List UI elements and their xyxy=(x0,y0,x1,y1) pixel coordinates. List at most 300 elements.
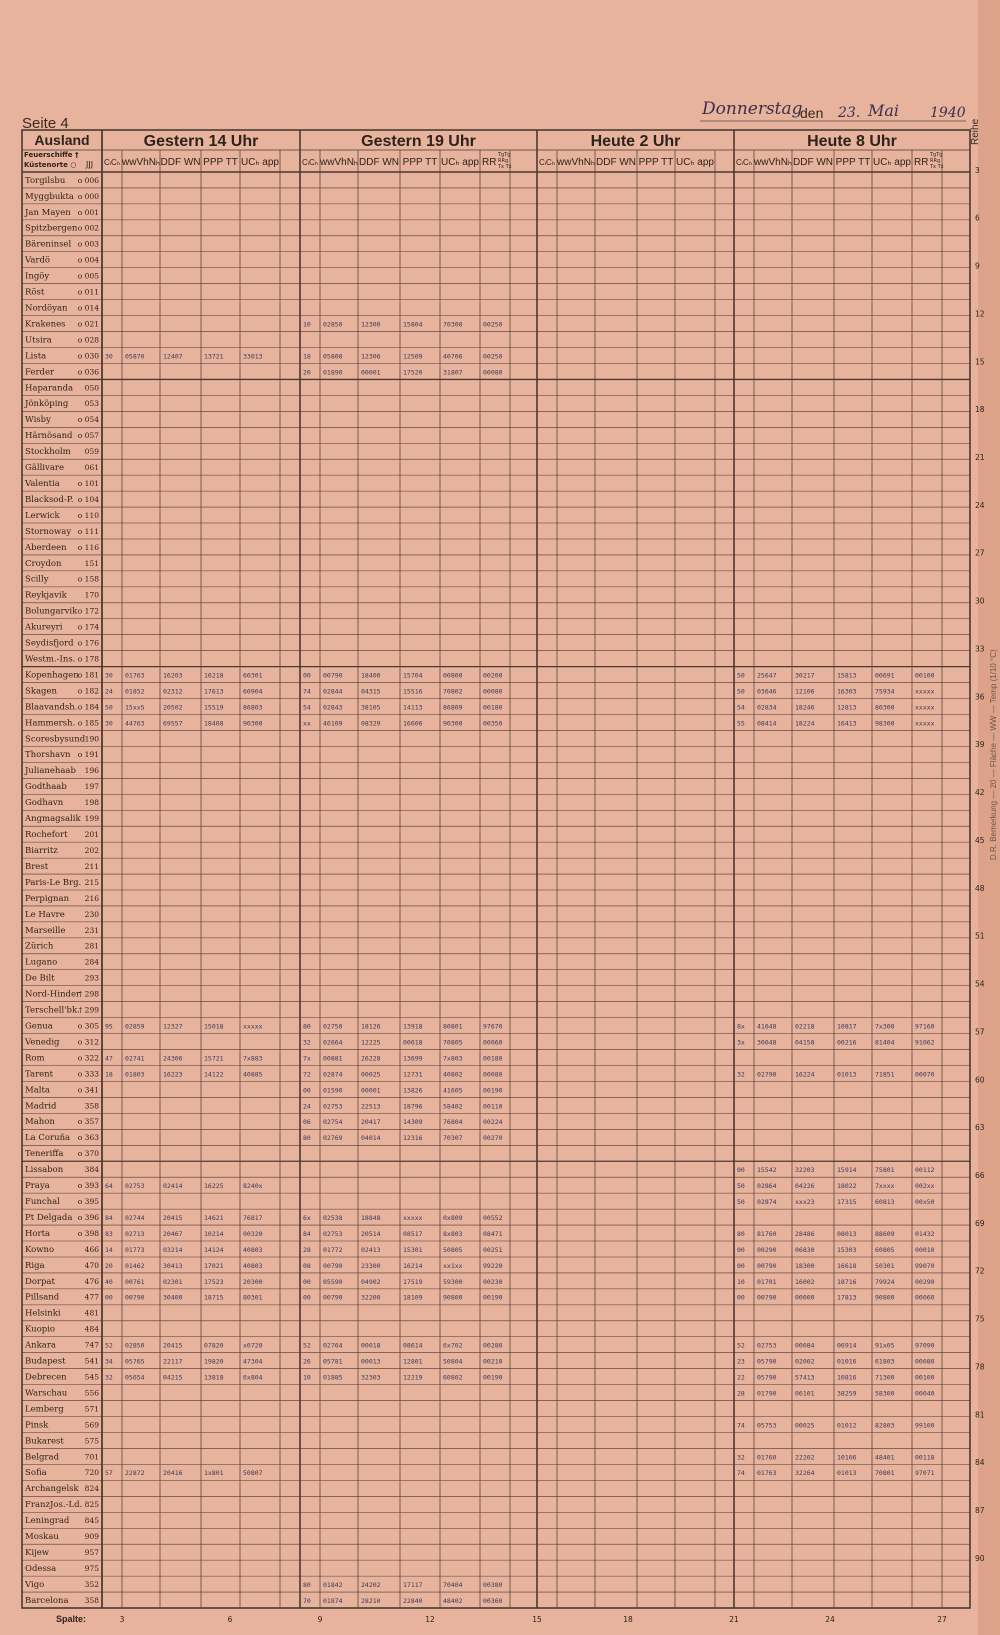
col-header: DDF WN xyxy=(596,157,636,168)
obs-value: 00790 xyxy=(323,1261,343,1270)
footer-number: 12 xyxy=(425,1615,435,1624)
obs-value: 00 xyxy=(303,671,311,680)
station-name: Riga xyxy=(25,1260,45,1271)
obs-value: 08329 xyxy=(361,719,381,728)
obs-value: 01013 xyxy=(837,1469,857,1478)
station-name: Dorpat xyxy=(25,1276,55,1287)
obs-value: 16223 xyxy=(163,1070,183,1079)
obs-value: 22 xyxy=(737,1373,745,1382)
side-note: D.R. Bemerkung — 20 — Fläche — WW — Temp (1/10 °C) xyxy=(989,649,998,860)
obs-value: 22513 xyxy=(361,1102,381,1111)
station-name: Terschell'bk. xyxy=(25,1005,80,1016)
col-header: PPP TT xyxy=(203,157,238,168)
obs-value: 61803 xyxy=(875,1357,895,1366)
obs-value: 24 xyxy=(105,687,113,696)
obs-value: xxxxx xyxy=(915,703,935,712)
obs-value: 00 xyxy=(303,1293,311,1302)
station-code: o 184 xyxy=(77,702,99,712)
group-header-3: Heute 2 Uhr xyxy=(590,133,681,150)
table-row xyxy=(24,543,99,553)
obs-value: 00018 xyxy=(361,1341,381,1350)
station-code: 476 xyxy=(84,1276,99,1286)
obs-value: 16224 xyxy=(795,1070,815,1079)
table-row xyxy=(25,1404,99,1414)
col-header: UCₕ app xyxy=(676,157,714,168)
obs-value: 00112 xyxy=(915,1166,935,1175)
station-code: o 178 xyxy=(77,654,99,664)
obs-value: 02713 xyxy=(125,1229,145,1238)
station-name: Skagen xyxy=(25,686,57,697)
page-label: Seite 4 xyxy=(22,115,69,132)
obs-value: 80300 xyxy=(875,703,895,712)
obs-value: 32 xyxy=(737,1070,745,1079)
obs-value: 13721 xyxy=(204,352,224,361)
obs-value: 46109 xyxy=(323,719,343,728)
obs-value: 02753 xyxy=(323,1229,343,1238)
obs-value: 00180 xyxy=(483,1054,503,1063)
station-name: Debrecen xyxy=(25,1372,67,1383)
rr-subheader: TgTg xyxy=(498,152,511,158)
obs-value: 10 xyxy=(303,320,311,329)
station-code: o 370 xyxy=(77,1149,99,1159)
table-row xyxy=(25,607,99,617)
obs-value: 47 xyxy=(105,1054,113,1063)
date-month: Mai xyxy=(868,101,900,120)
obs-value: 00250 xyxy=(483,352,503,361)
obs-value: 60802 xyxy=(443,1373,463,1382)
station-code: o 305 xyxy=(77,1021,99,1031)
obs-value: 16618 xyxy=(837,1261,857,1270)
station-code: 825 xyxy=(84,1500,99,1510)
obs-value: 7x883 xyxy=(243,1054,263,1063)
obs-value: 15519 xyxy=(204,703,224,712)
station-name: Vardö xyxy=(25,255,51,266)
obs-value: 70300 xyxy=(443,320,463,329)
obs-value: 00070 xyxy=(915,1070,935,1079)
obs-value: 50807 xyxy=(243,1469,263,1478)
obs-value: 06 xyxy=(303,1118,311,1127)
obs-value: 15804 xyxy=(403,320,423,329)
table-row xyxy=(25,383,99,393)
obs-value: 40803 xyxy=(243,1261,263,1270)
obs-value: 47304 xyxy=(243,1357,263,1366)
obs-value: 50805 xyxy=(443,1245,463,1254)
station-code: 059 xyxy=(84,447,99,457)
station-name: Lemberg xyxy=(25,1404,64,1415)
reihe-number: 39 xyxy=(975,740,985,750)
station-code: 575 xyxy=(84,1436,99,1446)
obs-value: 50 xyxy=(105,703,113,712)
obs-value: 14113 xyxy=(403,703,423,712)
obs-value: 14122 xyxy=(204,1070,224,1079)
obs-value: 10 xyxy=(303,1373,311,1382)
obs-value: xxxxx xyxy=(403,1213,423,1222)
station-code: o 021 xyxy=(77,319,99,329)
obs-value: 12300 xyxy=(361,320,381,329)
obs-value: 01701 xyxy=(757,1277,777,1286)
station-name: Blacksod-P. xyxy=(25,494,74,505)
station-code: o 028 xyxy=(77,335,99,345)
station-name: Angmagsalik xyxy=(25,814,81,825)
obs-value: 22840 xyxy=(403,1596,423,1605)
station-name: Stockholm xyxy=(25,447,71,458)
obs-value: 05800 xyxy=(323,352,343,361)
obs-value: 12813 xyxy=(837,703,857,712)
obs-value: 04315 xyxy=(361,687,381,696)
obs-value: 02864 xyxy=(757,1182,777,1191)
obs-value: 02744 xyxy=(125,1213,145,1222)
obs-value: 30413 xyxy=(163,1261,183,1270)
station-code: 909 xyxy=(84,1532,99,1542)
station-name: Hammersh. xyxy=(25,718,76,729)
col-header: wwVhNₕ xyxy=(122,157,160,168)
station-code: 061 xyxy=(84,463,99,473)
station-code: o 341 xyxy=(77,1085,99,1095)
reihe-number: 18 xyxy=(975,405,985,415)
obs-value: 00180 xyxy=(483,703,503,712)
station-code: o 363 xyxy=(77,1133,99,1143)
station-name: Venedig xyxy=(25,1037,60,1048)
station-name: Budapest xyxy=(25,1356,66,1367)
obs-value: 16606 xyxy=(403,719,423,728)
obs-value: 00250 xyxy=(483,320,503,329)
table-row xyxy=(24,1484,99,1494)
reihe-number: 69 xyxy=(975,1218,985,1228)
obs-value: 05590 xyxy=(323,1277,343,1286)
obs-value: 90300 xyxy=(443,719,463,728)
obs-value: 24202 xyxy=(361,1580,381,1589)
station-name: Reykjavik xyxy=(25,590,67,601)
obs-value: 50804 xyxy=(443,1357,463,1366)
station-code: o 104 xyxy=(77,494,99,504)
table-row xyxy=(24,399,99,409)
obs-value: 80 xyxy=(303,1134,311,1143)
station-code: o 396 xyxy=(77,1212,99,1222)
station-name: Wisby xyxy=(25,415,51,426)
obs-value: 04215 xyxy=(163,1373,183,1382)
station-code: 151 xyxy=(84,558,99,568)
obs-value: 01803 xyxy=(125,1070,145,1079)
obs-value: 20514 xyxy=(361,1229,381,1238)
obs-value: 50301 xyxy=(875,1261,895,1270)
table-row xyxy=(24,814,99,824)
station-code: 484 xyxy=(84,1324,99,1334)
station-code: 747 xyxy=(84,1340,99,1350)
station-code: o 393 xyxy=(77,1181,99,1191)
obs-value: 00790 xyxy=(323,671,343,680)
obs-value: 02844 xyxy=(323,687,343,696)
obs-value: 00001 xyxy=(361,368,381,377)
obs-value: 16413 xyxy=(837,719,857,728)
obs-value: 00800 xyxy=(443,671,463,680)
obs-value: 50 xyxy=(737,1198,745,1207)
table-row xyxy=(25,1516,99,1526)
col-header: DDF WN xyxy=(793,157,833,168)
obs-value: 00084 xyxy=(795,1341,815,1350)
obs-value: 02414 xyxy=(163,1182,183,1191)
station-code: 197 xyxy=(84,782,99,792)
reihe-number: 30 xyxy=(975,596,985,606)
obs-value: 01760 xyxy=(757,1453,777,1462)
reihe-number: 57 xyxy=(975,1027,985,1037)
obs-value: 26 xyxy=(303,1357,311,1366)
obs-value: 10816 xyxy=(837,1373,857,1382)
obs-value: 15301 xyxy=(403,1245,423,1254)
obs-value: 40885 xyxy=(243,1070,263,1079)
obs-value: 02753 xyxy=(323,1102,343,1111)
station-code: o 006 xyxy=(77,175,99,185)
obs-value: 00190 xyxy=(483,1293,503,1302)
reihe-number: 36 xyxy=(975,692,985,702)
obs-value: 54 xyxy=(737,703,745,712)
obs-value: 70404 xyxy=(443,1580,463,1589)
reihe-number: 12 xyxy=(975,309,985,319)
obs-value: 05765 xyxy=(125,1357,145,1366)
obs-value: 00350 xyxy=(483,719,503,728)
group-header-2: Gestern 19 Uhr xyxy=(361,133,476,150)
station-code: o 014 xyxy=(77,303,99,313)
station-name: Röst xyxy=(25,287,45,298)
station-code: 281 xyxy=(84,941,99,951)
rr-subheader: Tx Tx xyxy=(498,164,512,170)
obs-value: 10 xyxy=(737,1277,745,1286)
obs-value: 23 xyxy=(737,1357,745,1366)
obs-value: 86803 xyxy=(243,703,263,712)
obs-value: 00190 xyxy=(483,1373,503,1382)
reihe-number: 27 xyxy=(975,548,985,558)
station-code: 231 xyxy=(84,925,99,935)
obs-value: 40706 xyxy=(443,352,463,361)
obs-value: 03646 xyxy=(757,687,777,696)
obs-value: 01013 xyxy=(837,1070,857,1079)
rr-subheader: TgTg xyxy=(930,152,943,158)
station-name: Jönköping xyxy=(25,399,69,410)
col-header: PPP TT xyxy=(638,157,674,168)
obs-value: 30400 xyxy=(163,1293,183,1302)
obs-value: 00118 xyxy=(915,1453,935,1462)
obs-value: 00080 xyxy=(915,1357,935,1366)
obs-value: 00013 xyxy=(361,1357,381,1366)
obs-value: 15721 xyxy=(204,1054,224,1063)
reihe-number: 75 xyxy=(975,1314,985,1324)
obs-value: 18109 xyxy=(403,1293,423,1302)
table-row xyxy=(25,224,99,234)
obs-value: 00025 xyxy=(361,1070,381,1079)
station-name: Krakenes xyxy=(25,319,66,330)
station-name: Praya xyxy=(25,1181,50,1192)
obs-value: 00 xyxy=(303,1086,311,1095)
obs-value: 08471 xyxy=(483,1229,503,1238)
obs-value: 18716 xyxy=(837,1277,857,1286)
station-name: Kijew xyxy=(25,1548,50,1559)
reihe-number: 42 xyxy=(975,788,985,798)
date-day: 23. xyxy=(838,105,861,121)
obs-value: 57413 xyxy=(795,1373,815,1382)
obs-value: 18 xyxy=(303,352,311,361)
reihe-number: 87 xyxy=(975,1506,985,1516)
obs-value: 90800 xyxy=(875,1293,895,1302)
col-header: RR xyxy=(914,157,929,168)
obs-value: 00552 xyxy=(483,1213,503,1222)
obs-value: 70801 xyxy=(875,1469,895,1478)
obs-value: 04226 xyxy=(795,1182,815,1191)
col-header: UCₕ app xyxy=(873,157,911,168)
obs-value: 04902 xyxy=(361,1277,381,1286)
station-name: Nordöyan xyxy=(25,303,68,314)
obs-value: 02874 xyxy=(757,1198,777,1207)
footer-number: 6 xyxy=(227,1615,233,1624)
obs-value: 57 xyxy=(105,1469,113,1478)
station-name: Godthaab xyxy=(25,782,67,793)
obs-value: 10106 xyxy=(837,1453,857,1462)
obs-value: 00290 xyxy=(915,1277,935,1286)
station-sub-jjj: JJJ xyxy=(86,160,94,169)
obs-value: 15542 xyxy=(757,1166,777,1175)
obs-value: 01590 xyxy=(323,1086,343,1095)
obs-value: 03214 xyxy=(163,1245,183,1254)
station-name: Haparanda xyxy=(25,383,74,394)
station-name: Thorshavn xyxy=(25,750,71,761)
obs-value: 52 xyxy=(737,1341,745,1350)
station-code: o 111 xyxy=(77,526,99,536)
obs-value: 97090 xyxy=(915,1341,935,1350)
table-row xyxy=(25,591,99,601)
obs-value: 38105 xyxy=(361,703,381,712)
station-code: o 172 xyxy=(77,606,99,616)
date-year: 1940 xyxy=(930,105,966,121)
obs-value: 18400 xyxy=(361,671,381,680)
station-name: Genua xyxy=(25,1021,53,1032)
station-code: 211 xyxy=(84,861,99,871)
obs-value: 84 xyxy=(105,1213,113,1222)
obs-value: 60813 xyxy=(875,1198,895,1207)
station-name: Teneriffa xyxy=(25,1149,64,1160)
obs-value: 14309 xyxy=(403,1118,423,1127)
obs-value: 00790 xyxy=(323,1293,343,1302)
obs-value: 05870 xyxy=(125,352,145,361)
station-code: o 182 xyxy=(77,686,99,696)
station-code: 466 xyxy=(84,1244,99,1254)
table-row xyxy=(25,830,99,840)
obs-value: 82803 xyxy=(875,1421,895,1430)
station-name: Bolungarvik xyxy=(25,606,78,617)
reihe-number: 54 xyxy=(975,979,985,989)
obs-value: 00190 xyxy=(483,1086,503,1095)
station-name: Leningrad xyxy=(25,1516,70,1527)
station-code: 198 xyxy=(84,798,99,808)
station-name: Le Havre xyxy=(25,909,65,920)
station-name: Horta xyxy=(25,1228,51,1239)
obs-value: 00761 xyxy=(125,1277,145,1286)
station-name: Lissabon xyxy=(25,1165,64,1176)
obs-value: 48401 xyxy=(875,1453,895,1462)
obs-value: 12509 xyxy=(403,352,423,361)
obs-value: 00216 xyxy=(837,1038,857,1047)
obs-value: 15018 xyxy=(204,1022,224,1031)
obs-value: 08 xyxy=(303,1261,311,1270)
obs-value: 58402 xyxy=(443,1102,463,1111)
station-name: Vigo xyxy=(25,1579,45,1590)
obs-value: 8240x xyxy=(243,1182,263,1191)
obs-value: 30217 xyxy=(795,671,815,680)
station-name: Kuopio xyxy=(25,1324,56,1335)
col-header: PPP TT xyxy=(402,157,438,168)
obs-value: 80 xyxy=(303,1022,311,1031)
obs-value: 8x xyxy=(737,1022,745,1031)
station-name: Pinsk xyxy=(25,1420,49,1431)
obs-value: 18246 xyxy=(795,703,815,712)
obs-value: 02764 xyxy=(323,1341,343,1350)
obs-value: 12327 xyxy=(163,1022,183,1031)
obs-value: 01763 xyxy=(757,1469,777,1478)
table-row xyxy=(25,463,99,473)
obs-value: 38259 xyxy=(837,1389,857,1398)
obs-value: 00 xyxy=(737,1245,745,1254)
station-code: o 312 xyxy=(77,1037,99,1047)
group-header-1: Gestern 14 Uhr xyxy=(143,133,259,150)
obs-value: 00618 xyxy=(403,1038,423,1047)
obs-value: 08614 xyxy=(403,1341,423,1350)
obs-value: 97160 xyxy=(915,1022,935,1031)
obs-value: 70802 xyxy=(443,687,463,696)
station-code: 824 xyxy=(84,1484,99,1494)
obs-value: 75801 xyxy=(875,1166,895,1175)
footer-number: 24 xyxy=(825,1615,835,1624)
station-code: o 185 xyxy=(77,718,99,728)
obs-value: 00290 xyxy=(757,1245,777,1254)
obs-value: 20 xyxy=(105,1261,113,1270)
obs-value: 04014 xyxy=(361,1134,381,1143)
obs-value: 01890 xyxy=(323,368,343,377)
station-code: 352 xyxy=(84,1579,99,1589)
obs-value: 05753 xyxy=(757,1421,777,1430)
obs-value: 99070 xyxy=(915,1261,935,1270)
station-name: Tarent xyxy=(25,1069,54,1080)
station-code: 545 xyxy=(84,1372,99,1382)
reihe-number: 45 xyxy=(975,835,985,845)
station-code: o 110 xyxy=(77,510,99,520)
obs-value: 15303 xyxy=(837,1245,857,1254)
obs-value: 6x xyxy=(303,1213,311,1222)
station-name: Jan Mayen xyxy=(25,207,71,218)
obs-value: 13826 xyxy=(403,1086,423,1095)
obs-value: 28486 xyxy=(795,1229,815,1238)
obs-value: 19820 xyxy=(204,1357,224,1366)
table-row xyxy=(25,798,99,808)
obs-value: 00 xyxy=(737,1293,745,1302)
station-name: Malta xyxy=(25,1085,50,1096)
obs-value: 23300 xyxy=(361,1261,381,1270)
station-name: Utsira xyxy=(25,335,52,346)
col-header: CₗCₕ xyxy=(301,158,319,167)
obs-value: 32203 xyxy=(795,1166,815,1175)
reihe-number: 21 xyxy=(975,452,985,462)
station-code: o 158 xyxy=(77,574,99,584)
obs-value: 01462 xyxy=(125,1261,145,1270)
obs-value: 30 xyxy=(105,719,113,728)
obs-value: 13918 xyxy=(403,1022,423,1031)
footer-number: 27 xyxy=(937,1615,947,1624)
obs-value: 60805 xyxy=(875,1245,895,1254)
station-name: Lerwick xyxy=(25,510,60,521)
obs-value: 00210 xyxy=(483,1357,503,1366)
station-name: Kowno xyxy=(25,1244,55,1255)
obs-value: 6x804 xyxy=(243,1373,263,1382)
obs-value: 6x702 xyxy=(443,1341,463,1350)
obs-value: 18408 xyxy=(204,719,224,728)
obs-value: 02741 xyxy=(125,1054,145,1063)
station-code: o 000 xyxy=(77,191,99,201)
